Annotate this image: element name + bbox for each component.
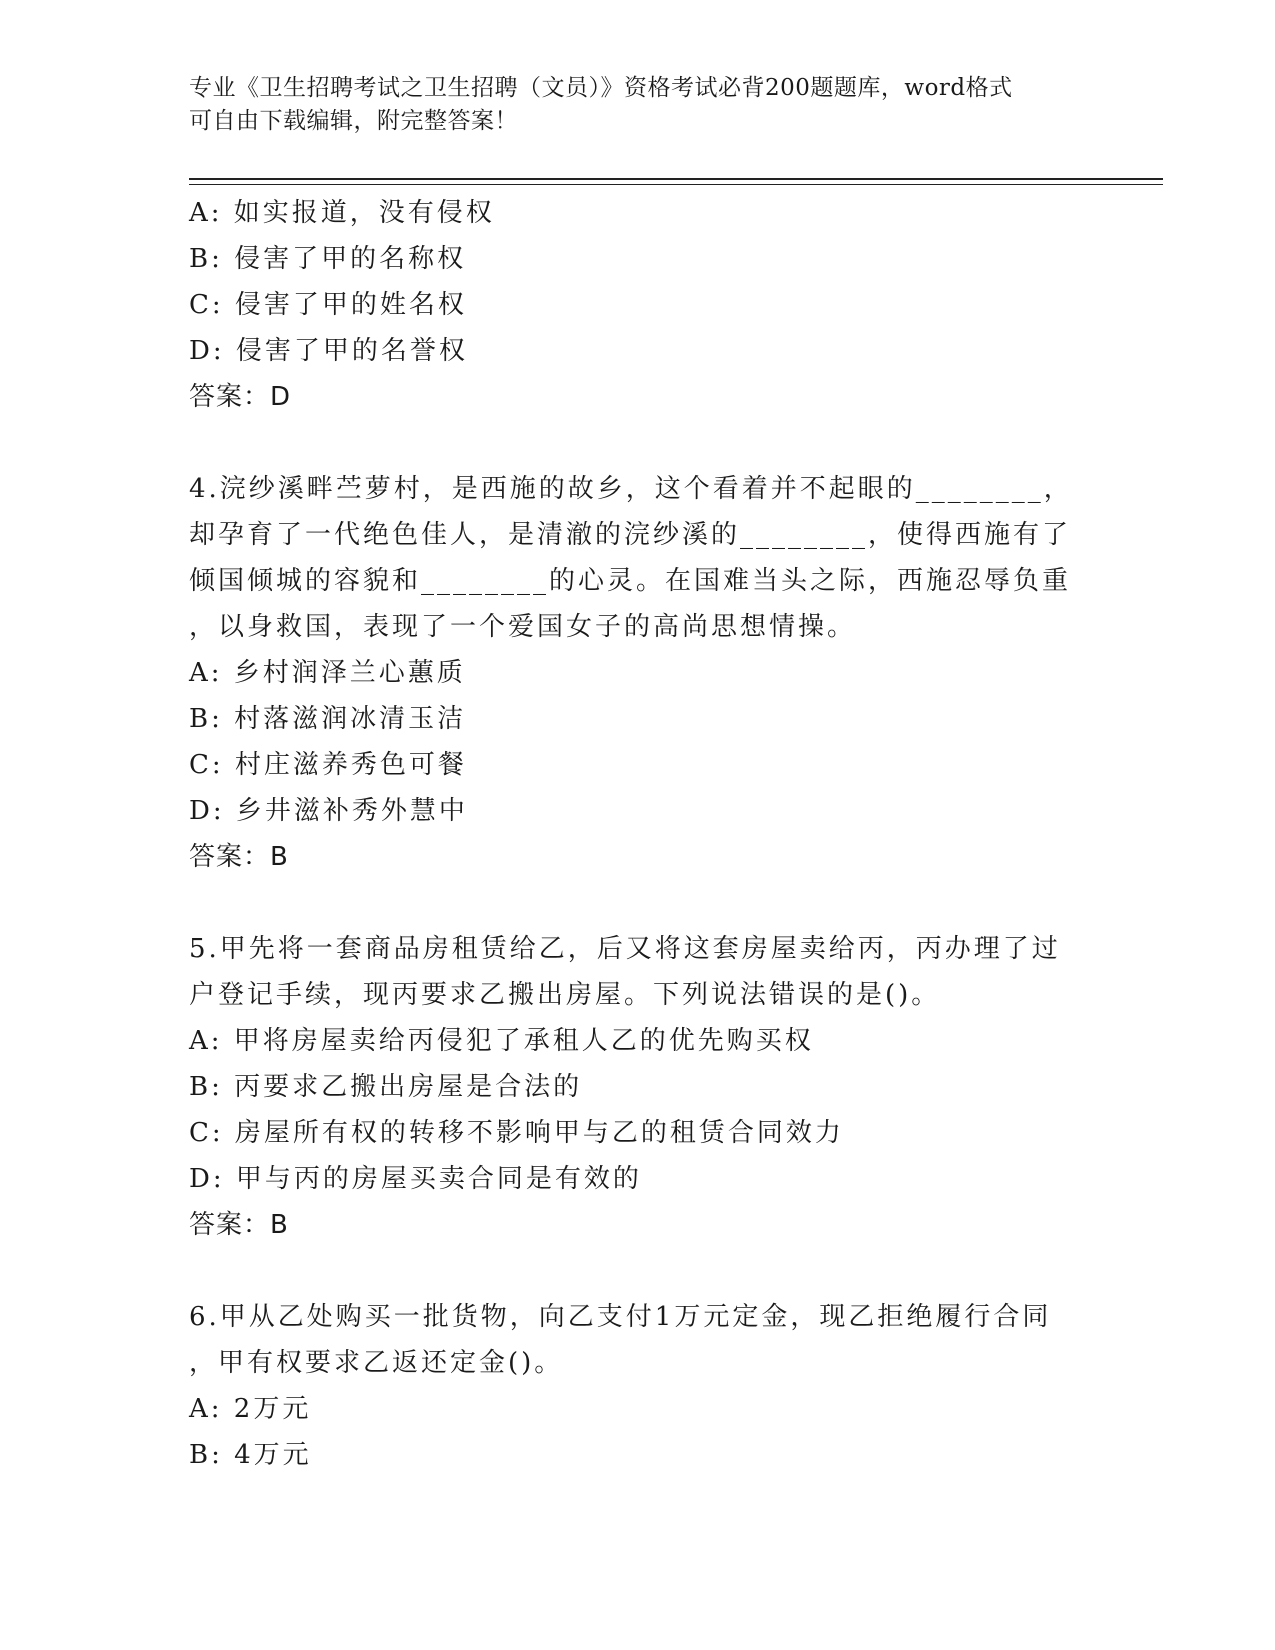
q4-option-a: A: 乡村润泽兰心蕙质: [189, 658, 466, 688]
question-content: [189, 190, 1073, 1478]
q4-stem-line-3: 倾国倾城的容貌和________的心灵。在国难当头之际，西施忍辱负重: [189, 566, 1072, 596]
header-line-2: 可自由下载编辑，附完整答案！: [189, 108, 518, 134]
q5-stem-line-1: 5.甲先将一套商品房租赁给乙，后又将这套房屋卖给丙，丙办理了过: [189, 934, 1061, 964]
q3-answer: 答案：D: [189, 382, 292, 412]
q4-option-c: C: 村庄滋养秀色可餐: [189, 750, 467, 780]
q4-stem-line-4: ，以身救国，表现了一个爱国女子的高尚思想情操。: [189, 612, 857, 642]
q6-stem-line-2: ，甲有权要求乙返还定金()。: [189, 1348, 564, 1378]
q4-option-d: D: 乡井滋补秀外慧中: [189, 796, 468, 826]
q3-option-c: C: 侵害了甲的姓名权: [189, 290, 467, 320]
q6-stem-line-1: 6.甲从乙处购买一批货物，向乙支付1万元定金，现乙拒绝履行合同: [189, 1302, 1052, 1332]
q4-stem-line-1: 4.浣纱溪畔苎萝村，是西施的故乡，这个看着并不起眼的________，: [189, 474, 1073, 504]
q3-option-b: B: 侵害了甲的名称权: [189, 244, 467, 274]
q6-option-a: A: 2万元: [189, 1394, 312, 1424]
q5-option-b: B: 丙要求乙搬出房屋是合法的: [189, 1072, 583, 1102]
header-line-1: 专业《卫生招聘考试之卫生招聘（文员）》资格考试必背200题题库，word格式: [189, 75, 1013, 101]
q5-option-d: D: 甲与丙的房屋买卖合同是有效的: [189, 1164, 642, 1194]
q5-stem-line-2: 户登记手续，现丙要求乙搬出房屋。下列说法错误的是()。: [189, 980, 941, 1010]
q6-option-b: B: 4万元: [189, 1440, 312, 1470]
document-header: [189, 72, 1089, 138]
header-divider: [189, 178, 1163, 180]
q3-option-d: D: 侵害了甲的名誉权: [189, 336, 468, 366]
header-divider-thin: [189, 184, 1163, 185]
q5-option-a: A: 甲将房屋卖给丙侵犯了承租人乙的优先购买权: [189, 1026, 814, 1056]
q5-answer: 答案：B: [189, 1210, 289, 1240]
q4-answer: 答案：B: [189, 842, 289, 872]
q4-option-b: B: 村落滋润冰清玉洁: [189, 704, 467, 734]
q5-option-c: C: 房屋所有权的转移不影响甲与乙的租赁合同效力: [189, 1118, 844, 1148]
q4-stem-line-2: 却孕育了一代绝色佳人，是清澈的浣纱溪的________，使得西施有了: [189, 520, 1072, 550]
q3-option-a: A: 如实报道，没有侵权: [189, 198, 495, 228]
